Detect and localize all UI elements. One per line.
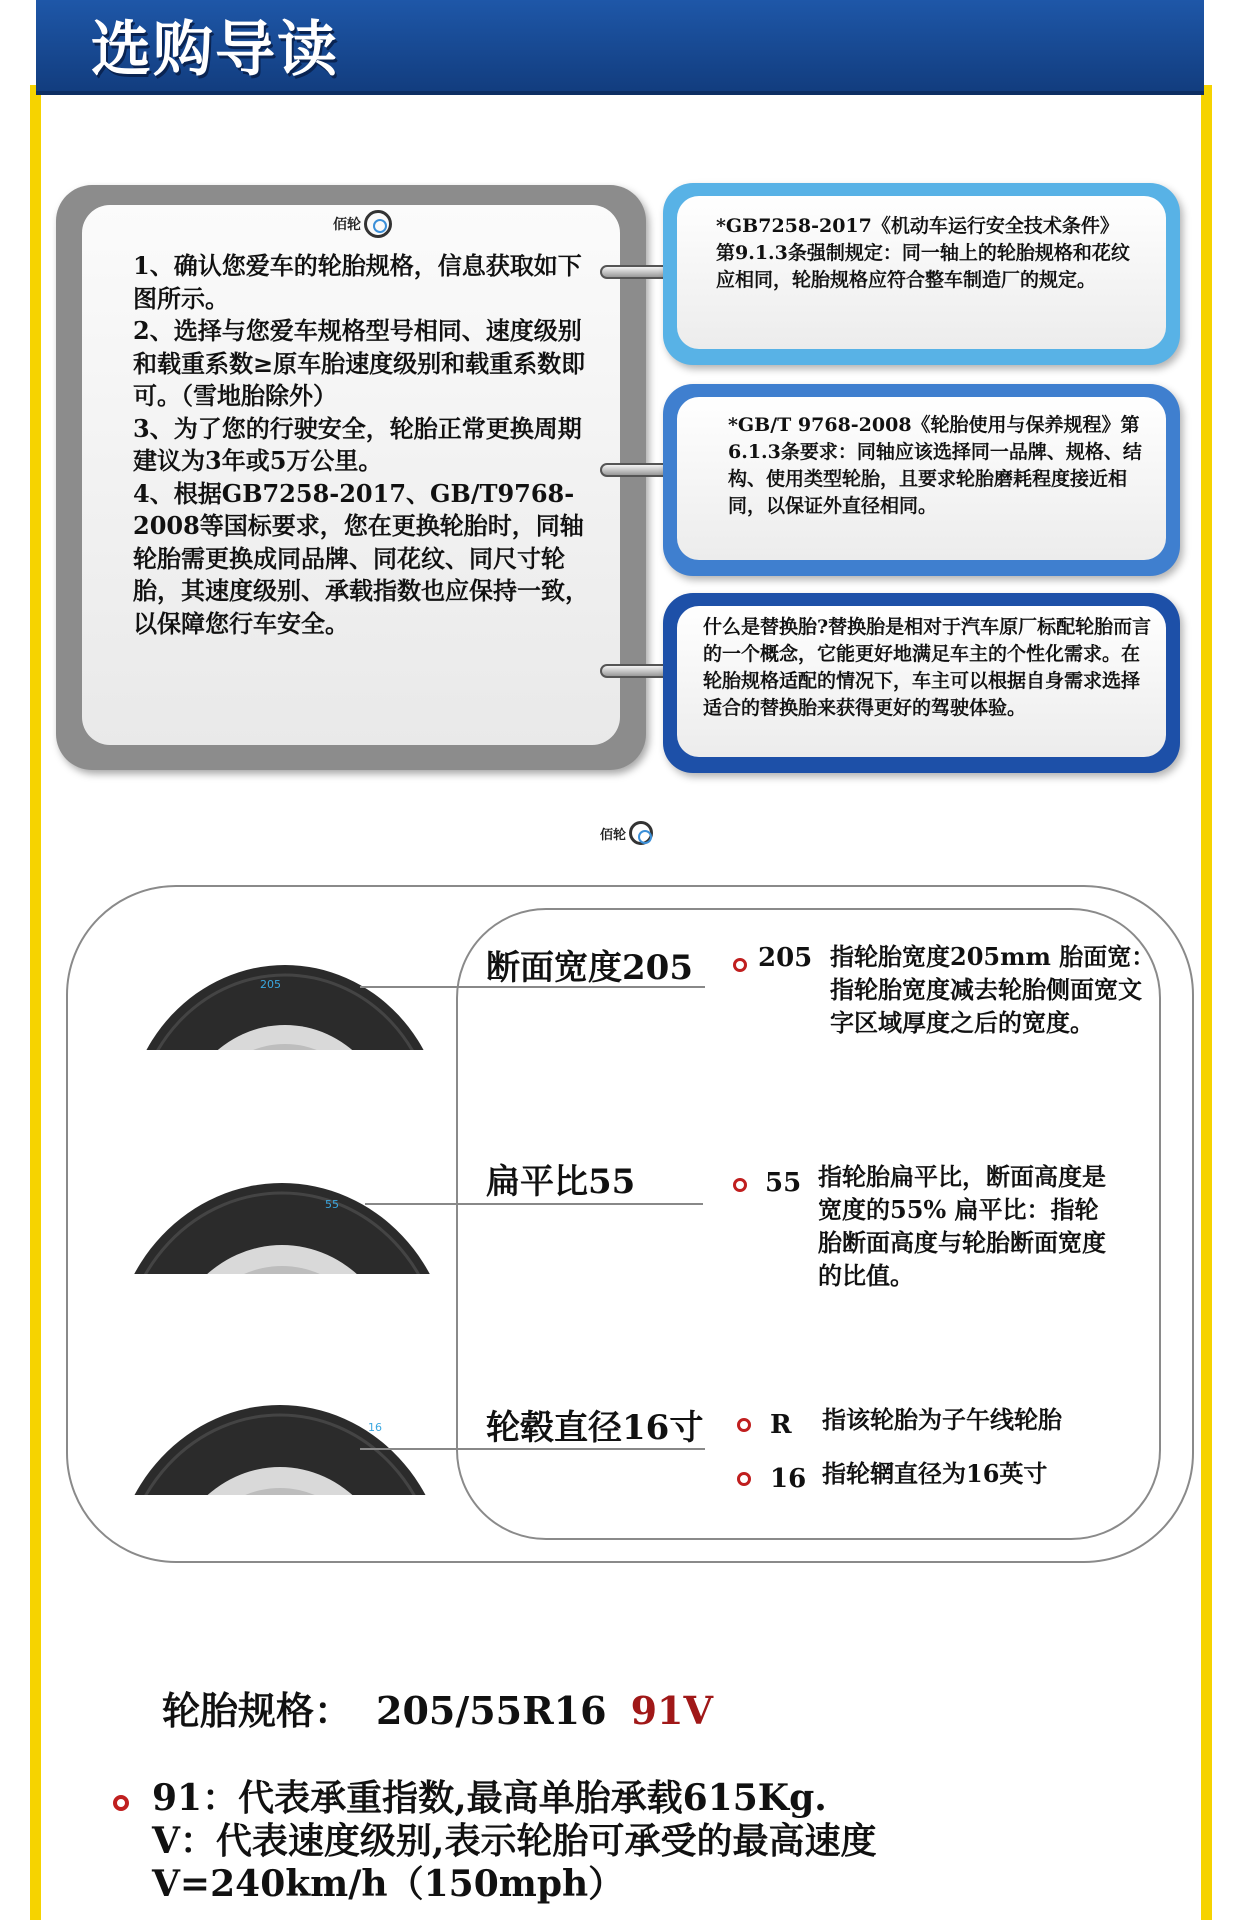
bullet-icon bbox=[733, 1178, 747, 1192]
note-line: 4、根据GB7258-2017、GB/T9768-2008等国标要求，您在更换轮胎时，同轴轮胎需更换成同品牌、同花纹、同尺寸轮胎，其速度级别、承载指数也应保持一致，以保障您行车安全。 bbox=[133, 478, 589, 638]
header-bar bbox=[36, 0, 1204, 95]
spec-desc: 指该轮胎为子午线轮胎 bbox=[822, 1405, 1062, 1434]
frame-right bbox=[1201, 85, 1212, 1920]
bullet-icon bbox=[737, 1418, 751, 1432]
spec-label-aspect: 扁平比55 bbox=[486, 1162, 636, 1202]
brand-name: 佰轮 bbox=[600, 827, 627, 843]
spec-code: 55 bbox=[765, 1168, 802, 1198]
spec-code: 16 bbox=[770, 1464, 807, 1494]
brand-name: 佰轮 bbox=[333, 217, 361, 233]
note-text bbox=[133, 250, 595, 640]
frame-left bbox=[30, 85, 41, 1920]
bubble-text: *GB7258-2017《机动车运行安全技术条件》第9.1.3条强制规定：同一轴上的轮胎规格和花纹应相同，轮胎规格应符合整车制造厂的规定。 bbox=[716, 215, 1130, 291]
connector-ring bbox=[600, 664, 672, 678]
explain-line: 91：代表承重指数,最高单胎承载615Kg. bbox=[152, 1777, 827, 1819]
spec-code: R bbox=[770, 1410, 792, 1440]
bullet-icon bbox=[113, 1795, 129, 1811]
bubble-text: *GB/T 9768-2008《轮胎使用与保养规程》第6.1.3条要求：同轴应该选择同一品牌、规格、结构、使用类型轮胎，且要求轮胎磨耗程度接近相同，以保证外直径相同。 bbox=[728, 414, 1142, 517]
bullet-icon bbox=[737, 1472, 751, 1486]
tire-size-mark: 205 bbox=[260, 978, 281, 991]
spec-desc: 指轮胎宽度205mm 胎面宽：指轮胎宽度减去轮胎侧面宽文字区域厚度之后的宽度。 bbox=[830, 942, 1156, 1037]
brand-mark-icon bbox=[629, 821, 653, 845]
note-line: 2、选择与您爱车规格型号相同、速度级别和载重系数≥原车胎速度级别和载重系数即可。（雪地胎除外） bbox=[133, 316, 586, 410]
spec-label-diameter: 轮毂直径16寸 bbox=[486, 1408, 704, 1448]
bullet-icon bbox=[733, 958, 747, 972]
brand-logo bbox=[600, 821, 653, 845]
spec-code: 205 bbox=[758, 943, 813, 973]
tire-image bbox=[120, 960, 450, 1050]
tire-spec-value: 205/55R16 bbox=[376, 1688, 607, 1733]
tire-size-mark: 16 bbox=[368, 1421, 382, 1434]
page-title: 选购导读 bbox=[91, 15, 339, 85]
explain-line: V=240km/h（150mph） bbox=[152, 1863, 625, 1905]
tire-spec-highlight: 91V bbox=[630, 1688, 713, 1733]
spec-desc: 指轮胎扁平比，断面高度是宽度的55% 扁平比：指轮胎断面高度与轮胎断面宽度的比值。 bbox=[818, 1162, 1106, 1290]
connector-ring bbox=[600, 265, 672, 279]
brand-logo bbox=[333, 210, 392, 238]
explain-text bbox=[152, 1777, 1182, 1906]
spec-label-width: 断面宽度205 bbox=[486, 948, 693, 988]
brand-mark-icon bbox=[364, 210, 392, 238]
note-line: 1、确认您爱车的轮胎规格，信息获取如下图所示。 bbox=[133, 251, 582, 313]
explain-line: V：代表速度级别,表示轮胎可承受的最高速度 bbox=[152, 1820, 877, 1862]
tire-image bbox=[110, 1395, 450, 1495]
bubble-text: 什么是替换胎?替换胎是相对于汽车原厂标配轮胎而言的一个概念，它能更好地满足车主的个性化需求。在轮胎规格适配的情况下，车主可以根据自身需求选择适合的替换胎来获得更好的驾驶体验。 bbox=[703, 616, 1152, 719]
connector-ring bbox=[600, 463, 672, 477]
tire-spec-line bbox=[162, 1680, 713, 1735]
leader-line bbox=[365, 1203, 703, 1205]
note-line: 3、为了您的行驶安全，轮胎正常更换周期建议为3年或5万公里。 bbox=[133, 413, 582, 475]
tire-image bbox=[110, 1178, 455, 1274]
spec-desc: 指轮辋直径为16英寸 bbox=[822, 1459, 1048, 1488]
tire-size-mark: 55 bbox=[325, 1198, 339, 1211]
tire-spec-label: 轮胎规格： bbox=[162, 1688, 353, 1733]
